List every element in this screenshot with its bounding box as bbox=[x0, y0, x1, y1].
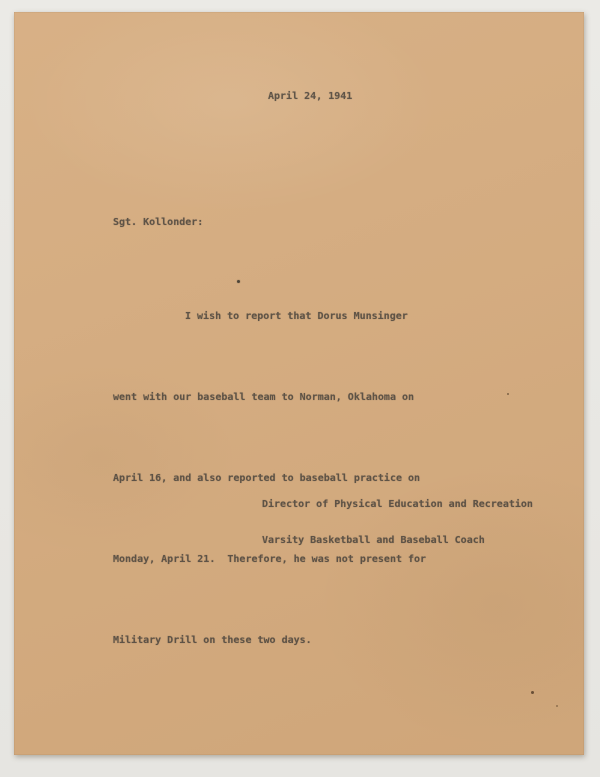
body-line-3: April 16, and also reported to baseball practice on bbox=[113, 473, 421, 484]
body-line-4: Monday, April 21. Therefore, he was not present for bbox=[113, 554, 427, 565]
signature-title-line-1: Director of Physical Education and Recreation bbox=[262, 499, 533, 510]
body-line-2: went with our baseball team to Norman, Oklahoma on bbox=[113, 392, 415, 403]
letter-salutation: Sgt. Kollonder: bbox=[113, 217, 204, 228]
paper-speck bbox=[556, 705, 558, 707]
paper-speck bbox=[507, 393, 509, 395]
body-line-1: I wish to report that Dorus Munsinger bbox=[185, 311, 408, 322]
body-line-5: Military Drill on these two days. bbox=[113, 635, 312, 646]
paper-speck bbox=[531, 691, 534, 694]
signature-title-line-2: Varsity Basketball and Baseball Coach bbox=[262, 535, 485, 546]
signature-block bbox=[262, 475, 533, 571]
letter-paper bbox=[14, 12, 584, 755]
stray-ink-dot bbox=[237, 280, 240, 283]
letter-date: April 24, 1941 bbox=[268, 91, 353, 102]
